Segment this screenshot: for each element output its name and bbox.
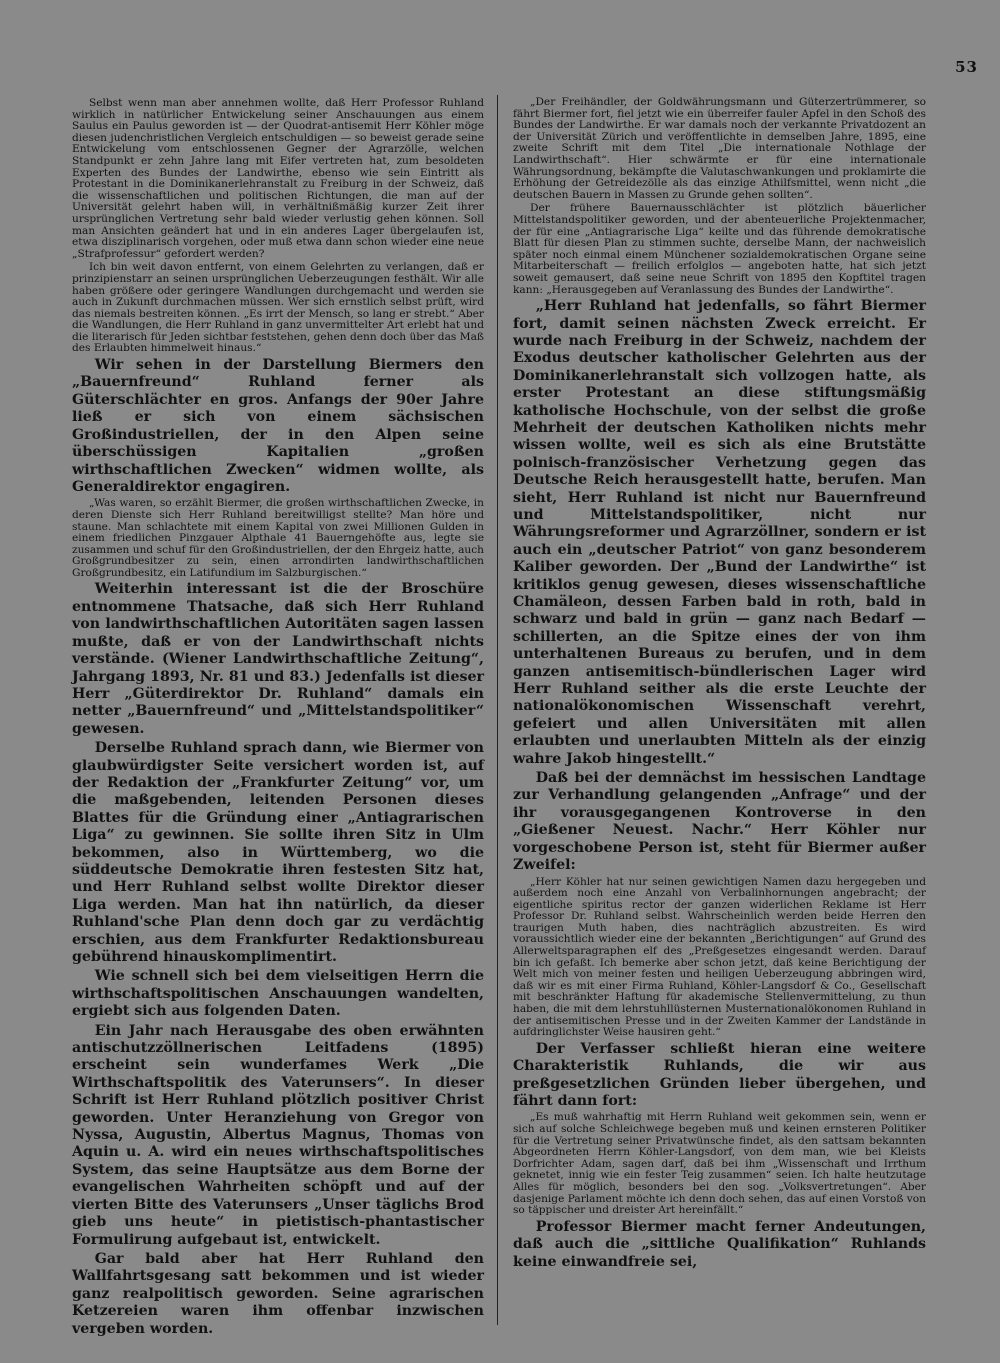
paragraph: „Es muß wahrhaftig mit Herrn Ruhland weit gekommen sein, wenn er sich auf solche Schleichwege begeben muß und keinen ernsteren Politiker für die Vertretung seiner Privatwünsche findet, als den sattsam bekannten Abgeordneten Herrn Köhler-Langsdorf, von dem man, wie bei Kleists Dorfrichter Adam, sagen darf, daß bei ihm „Wissenschaft und Irrthum geknetet, innig wie ein fester Teig zusammen“ seien. Ich halte heutzutage Alles für möglich, besonders bei den sog. „Volksvertretungen“. Aber dasjenige Parlament möchte ich denn doch sehen, das auf einen Vorstoß von so täppischer und dreister Art hereinfällt.“ (513, 1111, 926, 1217)
paragraph: Ich bin weit davon entfernt, von einem Gelehrten zu verlangen, daß er prinzipienstarr an seinen ursprünglichen Ueberzeugungen festhält. Wir alle haben größere oder geringere Wandlungen durchgemacht und werden sie auch in Zukunft durchmachen müssen. Wer sich ernstlich selbst prüft, wird das niemals bestreiten können. „Es irrt der Mensch, so lang er strebt.“ Aber die Wandlungen, die Herr Ruhland in ganz unvermittelter Art erlebt hat und die literarisch für Jeden sichtbar feststehen, gehen denn doch über das Maß des Erlaubten himmelweit hinaus.“ (72, 261, 484, 355)
paragraph: Gar bald aber hat Herr Ruhland den Wallfahrtsgesang satt bekommen und ist wieder ganz realpolitisch geworden. Seine agrarischen Ketzereien waren ihm offenbar inzwischen vergeben worden. (72, 1250, 484, 1337)
paragraph: Weiterhin interessant ist die der Broschüre entnommene Thatsache, daß sich Herr Ruhland von landwirthschaftlichen Autoritäten sagen lassen mußte, daß er von der Landwirthschaft nichts verstände. (Wiener Landwirthschaftliche Zeitung“, Jahrgang 1893, Nr. 81 und 83.) Jedenfalls ist dieser Herr „Güterdirektor Dr. Ruhland“ damals ein netter „Bauernfreund“ und „Mittelstandspolitiker“ gewesen. (72, 581, 484, 737)
paragraph: Selbst wenn man aber annehmen wollte, daß Herr Professor Ruhland wirklich in natürlicher Entwickelung seiner Anschauungen aus einem Saulus ein Paulus geworden ist — der Quodrat-antisemit Herr Köhler möge diesen judenchristlichen Vergleich entschuldigen — so beweist gerade seine Entwickelung vom entschlossenen Gegner der Agrarzölle, welchen Standpunkt er zehn Jahre lang mit Eifer vertreten hat, zum besoldeten Experten des Bundes der Landwirthe, ebenso wie sein Eintritt als Protestant in die Dominikanerlehranstalt zu Freiburg in der Schweiz, daß die wissenschaftlichen und politischen Richtungen, die man auf der Universität gelehrt haben will, in verhältnißmäßig kurzer Zeit ihrer ursprünglichen Vertretung sehr bald wieder verlustig gehen können. Soll man Ansichten geändert hat und in ein anderes Lager übergelaufen ist, etwa disziplinarisch vorgehen, oder muß etwa dann schon wieder eine neue „Strafprofessur“ gefordert werden? (72, 97, 484, 260)
paragraph: „Was waren, so erzählt Biermer, die großen wirthschaftlichen Zwecke, in deren Dienste sich Herr Ruhland bereitwilligst stellte? Man höre und staune. Man schlachtete mit einem Kapital von zwei Millionen Gulden in einem friedlichen Pinzgauer Alpthale 41 Bauerngehöfte aus, legte sie zusammen und schuf für den Großindustriellen, der den Ehrgeiz hatte, auch Großgrundbesitzer zu sein, einen arrondirten landwirthschaftlichen Großgrundbesitz, ein Latifundium im Salzburgischen.“ (72, 497, 484, 579)
paragraph: Professor Biermer macht ferner Andeutungen, daß auch die „sittliche Qualifikation“ Ruhlands keine einwandfreie sei, (513, 1218, 926, 1270)
right-column (513, 97, 926, 1317)
paragraph: Daß bei der demnächst im hessischen Landtage zur Verhandlung gelangenden „Anfrage“ und der ihr vorausgegangenen Kontroverse in den „Gießener Neuest. Nachr.“ Herr Köhler nur vorgeschobene Person ist, steht für Biermer außer Zweifel: (513, 770, 926, 874)
paragraph: „Herr Ruhland hat jedenfalls, so fährt Biermer fort, damit seinen nächsten Zweck erreicht. Er wurde nach Freiburg in der Schweiz, nachdem der Exodus deutscher katholischer Gelehrten aus der Dominikanerlehranstalt sich vollzogen hatte, als erster Protestant an diese stiftungsmäßig katholische Hochschule, von der selbst die große Mehrheit der deutschen Katholiken nichts mehr wissen wollte, weil es sich als eine Brutstätte polnisch-französischer Verhetzung gegen das Deutsche Reich herausgestellt hatte, berufen. Man sieht, Herr Ruhland ist nicht nur Bauernfreund und Mittelstandspolitiker, nicht nur Währungsreformer und Agrarzöllner, sondern er ist auch ein „deutscher Patriot“ von ganz besonderem Kaliber geworden. Der „Bund der Landwirthe“ ist kritiklos genug gewesen, dieses wissenschaftliche Chamäleon, dessen Farben bald in roth, bald in schwarz und bald in grün — ganz nach Bedarf — schillerten, an die Spitze eines der von ihm unterhaltenen Bureaus zu berufen, und in dem ganzen antisemitisch-bündlerischen Lager wird Herr Ruhland seither als die erste Leuchte der nationalökonomischen Wissenschaft verehrt, gefeiert und allen Universitäten mit allen erlaubten und unerlaubten Mitteln als der einzig wahre Jakob hingestellt.“ (513, 298, 926, 767)
paragraph: Wie schnell sich bei dem vielseitigen Herrn die wirthschaftspolitischen Anschauungen wandelten, ergiebt sich aus folgenden Daten. (72, 968, 484, 1020)
paragraph: Wir sehen in der Darstellung Biermers den „Bauernfreund“ Ruhland ferner als Güterschlächter en gros. Anfangs der 90er Jahre ließ er sich von einem sächsischen Großindustriellen, der in den Alpen seine überschüssigen Kapitalien „großen wirthschaftlichen Zwecken“ widmen wollte, als Generaldirektor engagiren. (72, 357, 484, 495)
paragraph: Der frühere Bauernausschlächter ist plötzlich bäuerlicher Mittelstandspolitiker geworden, und der abenteuerliche Projektenmacher, der für eine „Antiagrarische Liga“ keilte und das führende demokratische Blatt für diesen Plan zu stimmen suchte, derselbe Mann, der nachweislich später noch einmal einem Münchener sozialdemokratischen Organe seine Mitarbeiterschaft — freilich erfolglos — angeboten hatte, hat sich jetzt soweit gemausert, daß seine neue Schrift von 1895 den Kopftitel tragen kann: „Herausgegeben auf Veranlassung des Bundes der Landwirthe“. (513, 202, 926, 296)
paragraph: Der Verfasser schließt hieran eine weitere Charakteristik Ruhlands, die wir aus preßgesetzlichen Gründen lieber übergehen, und fährt dann fort: (513, 1040, 926, 1110)
left-column (72, 97, 484, 1337)
paragraph: Derselbe Ruhland sprach dann, wie Biermer von glaubwürdigster Seite versichert worden ist, auf der Redaktion der „Frankfurter Zeitung“ vor, um die maßgebenden, leitenden Personen dieses Blattes für die Gründung einer „Antiagrarischen Liga“ zu gewinnen. Sie sollte ihren Sitz in Ulm bekommen, also in Württemberg, wo die süddeutsche Demokratie ihren festesten Sitz hat, und Herr Ruhland selbst wollte Direktor dieser Liga werden. Man hat ihn natürlich, da dieser Ruhland'sche Plan denn doch gar zu verdächtig erschien, aus dem Frankfurter Redaktionsbureau gebührend hinauskomplimentirt. (72, 740, 484, 965)
paragraph: „Der Freihändler, der Goldwährungsmann und Güterzertrümmerer, so fährt Biermer fort, fiel jetzt wie ein überreifer fauler Apfel in den Schoß des Bundes der Landwirthe. Er war damals noch der verkannte Privatdozent an der Universität Zürich und veröffentlichte in demselben Jahre, 1895, eine zweite Schrift mit dem Titel „Die internationale Nothlage der Landwirthschaft“. Hier schwärmte er für eine internationale Währungsordnung, bekämpfte die Valutaschwankungen und proklamirte die Erhöhung der Getreidezölle als das einzige Athilfsmittel, wenn nicht „die deutschen Bauern in Massen zu Grunde gehen sollten“. (513, 96, 926, 201)
column-divider (497, 95, 498, 1325)
page-number: 53 (955, 58, 978, 76)
paragraph: „Herr Köhler hat nur seinen gewichtigen Namen dazu hergegeben und außerdem noch eine Anzahl von Verbalinhornungen angebracht; der eigentliche spiritus rector der ganzen widerlichen Reklame ist Herr Professor Dr. Ruhland selbst. Wahrscheinlich werden beide Herren den traurigen Muth haben, dies nachträglich abzustreiten. Es wird voraussichtlich wieder eine der bekannten „Berichtigungen“ auf Grund des Allerweltsparagraphen elf des „Preßgesetzes eingesandt werden. Darauf bin ich gefaßt. Ich bemerke aber schon jetzt, daß keine Berichtigung der Welt mich von meiner festen und heiligen Ueberzeugung abbringen wird, daß wir es mit einer Firma Ruhland, Köhler-Langsdorf & Co., Gesellschaft mit beschränkter Haftung für akademische Stellenvermittelung, zu thun haben, die mit dem lehrstuhllüsternen Musternationalökonomen Ruhland in der antisemitischen Presse und in der Zweiten Kammer der Landstände in aufdringlichster Weise hausiren geht.“ (513, 875, 926, 1039)
paragraph: Ein Jahr nach Herausgabe des oben erwähnten antischutzzöllnerischen Leitfadens (1895) erscheint sein wunderfames Werk „Die Wirthschaftspolitik des Vaterunsers“. In dieser Schrift ist Herr Ruhland plötzlich positiver Christ geworden. Unter Heranziehung von Gregor von Nyssa, Augustin, Albertus Magnus, Thomas von Aquin u. A. wird ein neues wirthschaftspolitisches System, das seine Hauptsätze aus dem Borne der evangelischen Wahrheiten schöpft und auf der vierten Bitte des Vaterunsers „Unser täglichs Brod gieb uns heute“ in pietistisch-phantastischer Formulirung aufgebaut ist, entwickelt. (72, 1022, 484, 1248)
